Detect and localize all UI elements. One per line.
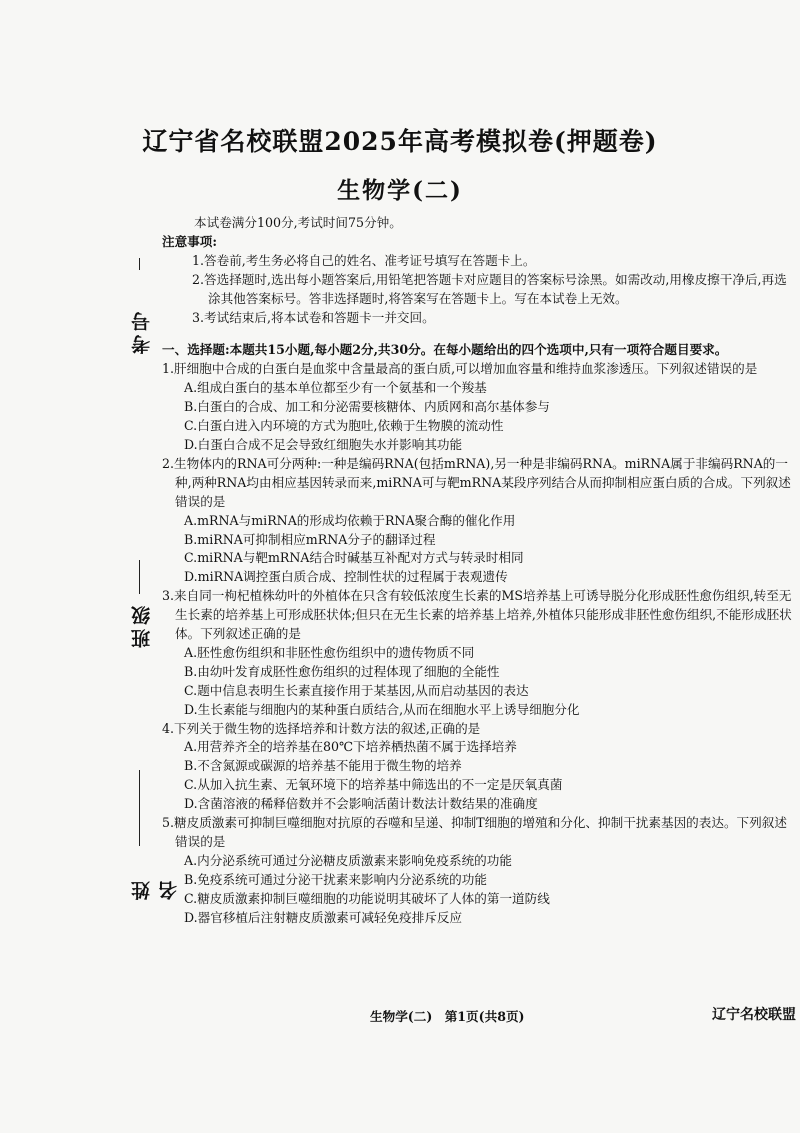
side-field-name <box>120 770 180 900</box>
option-b: B.白蛋白的合成、加工和分泌需要核糖体、内质网和高尔基体参与 <box>184 399 550 415</box>
exam-no-label: 考号 <box>131 308 153 354</box>
option-a: A.用营养齐全的培养基在80℃下培养栖热菌不属于选择培养 <box>184 739 517 755</box>
question-3 <box>162 587 792 719</box>
option-a: A.mRNA与miRNA的形成均依赖于RNA聚合酶的催化作用 <box>184 512 516 528</box>
class-line <box>139 560 140 594</box>
footer-page-number: 第1页(共8页) <box>444 1009 525 1024</box>
footer-brand: 辽宁名校联盟 <box>712 1007 796 1023</box>
notes-title: 注意事项: <box>162 233 218 249</box>
exam-title: 辽宁省名校联盟2025年高考模拟卷(押题卷) <box>142 127 658 156</box>
question-2 <box>162 455 792 587</box>
option-d: D.生长素能与细胞内的某种蛋白质结合,从而在细胞水平上诱导细胞分化 <box>184 701 580 717</box>
note-item: 2.答选择题时,选出每小题答案后,用铅笔把答题卡对应题目的答案标号涂黑。如需改动,用橡皮擦干净后,再选涂其他答案标号。答非选择题时,将答案写在答题卡上。写在本试卷上无效。 <box>192 271 787 306</box>
option-b: B.miRNA可抑制相应mRNA分子的翻译过程 <box>184 531 436 547</box>
page-footer <box>370 1006 533 1025</box>
question-1 <box>162 360 792 455</box>
exam-content <box>162 214 792 928</box>
option-c: C.miRNA与靶mRNA结合时碱基互补配对方式与转录时相同 <box>184 550 524 566</box>
question-stem: 5.糖皮质激素可抑制巨噬细胞对抗原的吞噬和呈递、抑制T细胞的增殖和分化、抑制干扰素基因的表达。下列叙述错误的是 <box>162 815 787 849</box>
exam-subtitle: 生物学(二) <box>337 177 463 204</box>
option-c: C.从加入抗生素、无氧环境下的培养基中筛选出的不一定是厌氧真菌 <box>184 777 563 793</box>
question-stem: 4.下列关于微生物的选择培养和计数方法的叙述,正确的是 <box>162 720 481 736</box>
option-d: D.含菌溶液的稀释倍数并不会影响活菌计数法计数结果的准确度 <box>184 796 538 812</box>
name-label: 姓名 <box>131 877 180 900</box>
option-a: A.胚性愈伤组织和非胚性愈伤组织中的遗传物质不同 <box>184 644 475 660</box>
option-a: A.内分泌系统可通过分泌糖皮质激素来影响免疫系统的功能 <box>184 852 512 868</box>
option-d: D.器官移植后注射糖皮质激素可减轻免疫排斥反应 <box>184 909 463 925</box>
question-stem: 3.来自同一枸杞植株幼叶的外植体在只含有较低浓度生长素的MS培养基上可诱导脱分化形成胚性愈伤组织,转至无生长素的培养基上可形成胚状体;但只在无生长素的培养基上培养,外植体只能形成非胚性愈伤组织,不能形成胚状体。下列叙述正确的是 <box>162 588 792 642</box>
footer-subject: 生物学(二) <box>370 1009 433 1024</box>
section-heading: 一、选择题:本题共15小题,每小题2分,共30分。在每小题给出的四个选项中,只有一项符合题目要求。 <box>162 342 728 358</box>
note-item: 1.答卷前,考生务必将自己的姓名、准考证号填写在答题卡上。 <box>192 252 536 268</box>
name-line <box>139 770 140 846</box>
question-4 <box>162 720 792 815</box>
class-label: 班级 <box>131 602 153 648</box>
option-b: B.不含氮源或碳源的培养基不能用于微生物的培养 <box>184 758 462 774</box>
option-a: A.组成白蛋白的基本单位都至少有一个氨基和一个羧基 <box>184 380 487 396</box>
option-c: C.题中信息表明生长素直接作用于某基因,从而启动基因的表达 <box>184 682 529 698</box>
option-b: B.免疫系统可通过分泌干扰素来影响内分泌系统的功能 <box>184 871 487 887</box>
option-c: C.白蛋白进入内环境的方式为胞吐,依赖于生物膜的流动性 <box>184 418 504 434</box>
intro-text: 本试卷满分100分,考试时间75分钟。 <box>194 215 402 230</box>
question-stem: 1.肝细胞中合成的白蛋白是血浆中含量最高的蛋白质,可以增加血容量和维持血浆渗透压。下列叙述错误的是 <box>162 361 758 377</box>
option-d: D.miRNA调控蛋白质合成、控制性状的过程属于表观遗传 <box>184 569 508 585</box>
note-item: 3.考试结束后,将本试卷和答题卡一并交回。 <box>192 309 435 325</box>
question-stem: 2.生物体内的RNA可分两种:一种是编码RNA(包括mRNA),另一种是非编码RNA。miRNA属于非编码RNA的一种,两种RNA均由相应基因转录而来,miRNA可与靶mRNA某段序列结合从而抑制相应蛋白质的合成。下列叙述错误的是 <box>162 455 791 509</box>
side-field-class <box>120 560 160 650</box>
exam-no-line <box>139 258 140 270</box>
option-d: D.白蛋白合成不足会导致红细胞失水并影响其功能 <box>184 436 463 452</box>
option-c: C.糖皮质激素抑制巨噬细胞的功能说明其破坏了人体的第一道防线 <box>184 890 550 906</box>
option-b: B.由幼叶发育成胚性愈伤组织的过程体现了细胞的全能性 <box>184 663 500 679</box>
question-5 <box>162 814 792 927</box>
side-field-exam-no <box>120 284 160 354</box>
